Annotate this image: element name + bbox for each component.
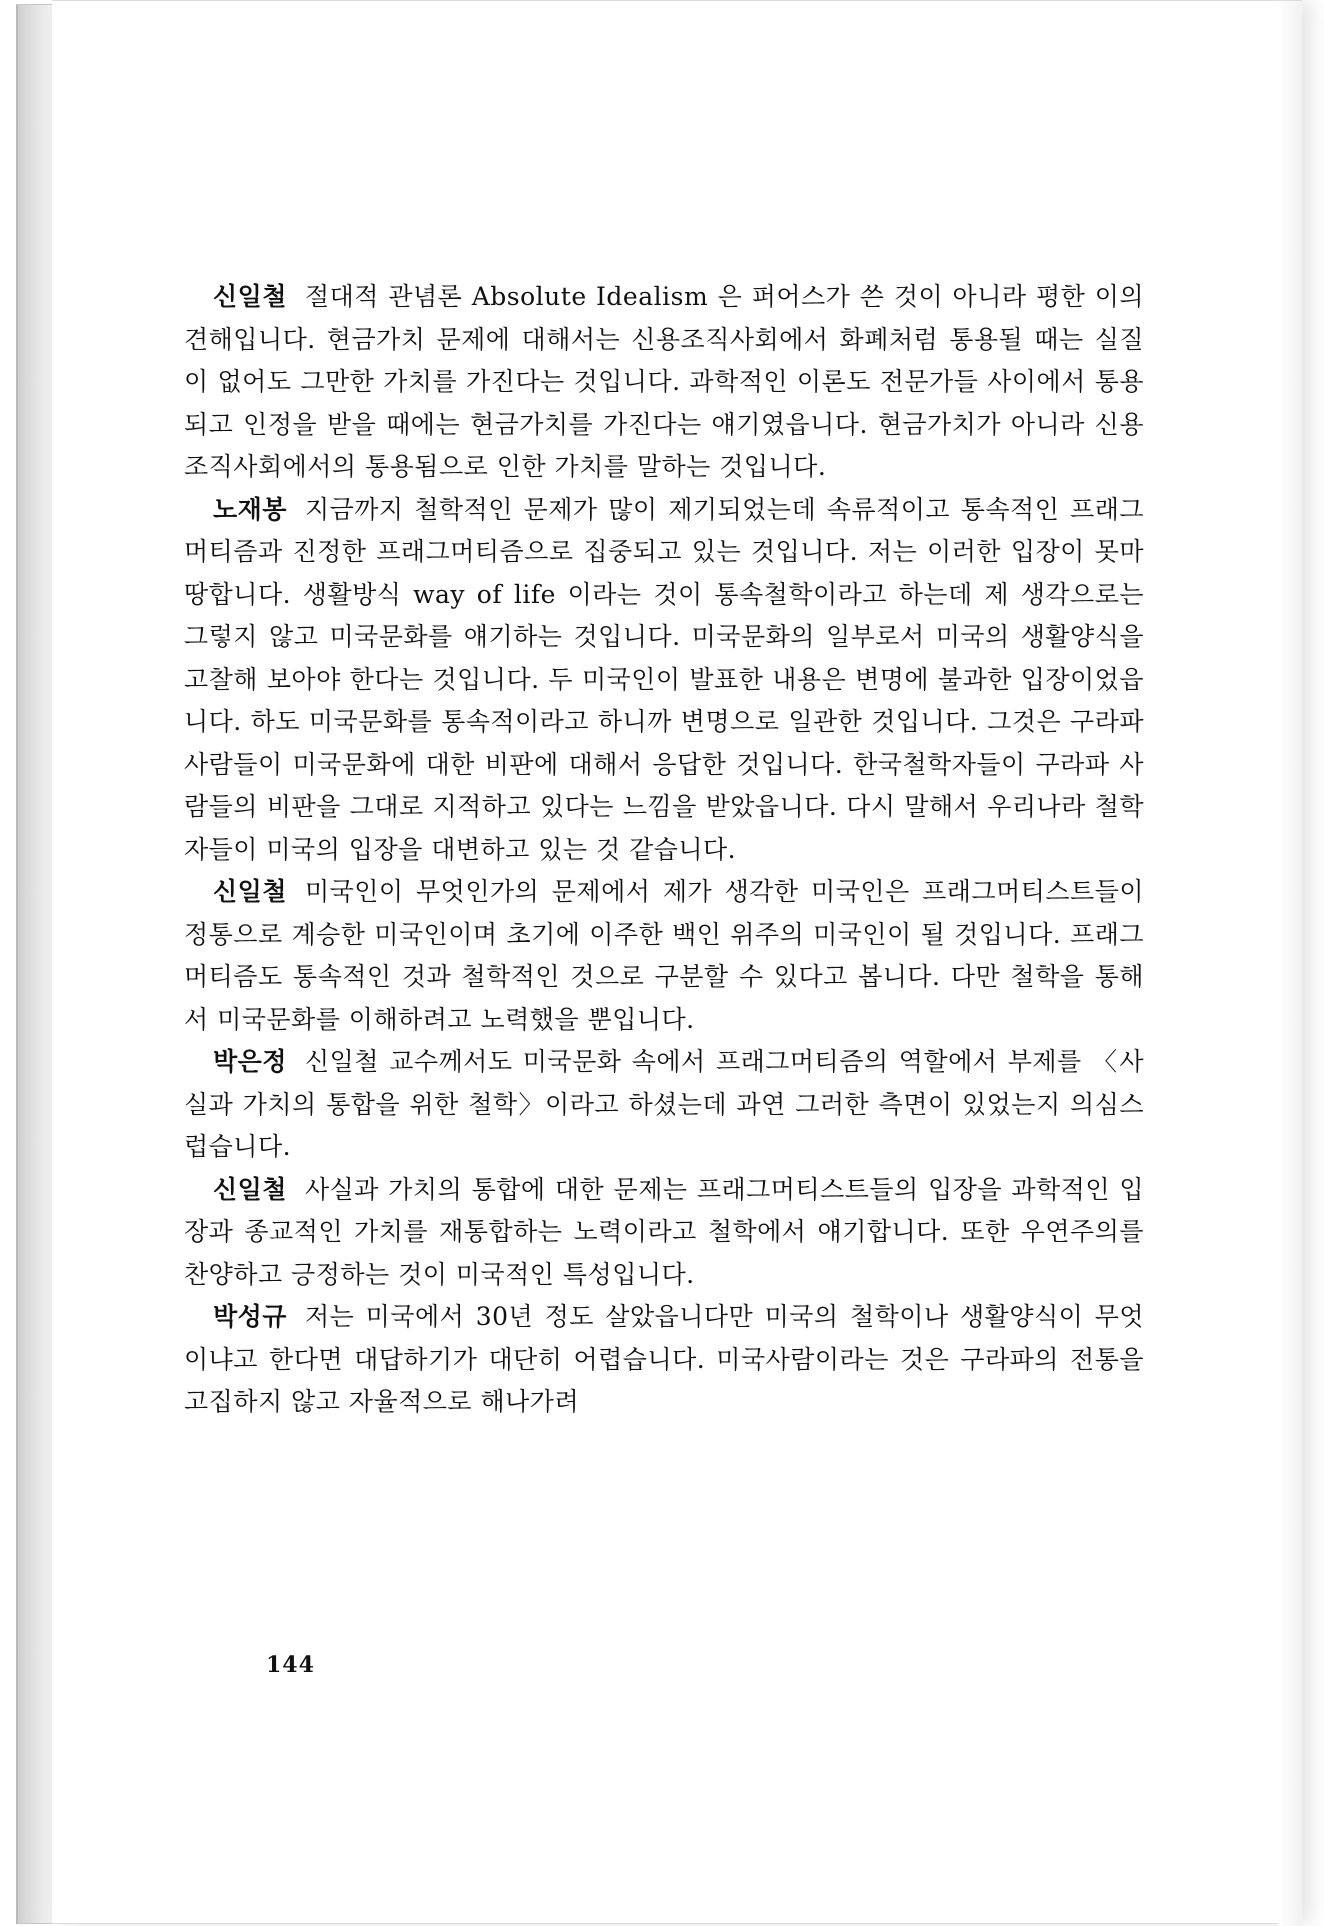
dialogue-paragraph — [184, 1296, 1144, 1424]
page-text — [184, 276, 1144, 1424]
dialogue-paragraph — [184, 489, 1144, 872]
paragraph-text: 미국인이 무엇인가의 문제에서 제가 생각한 미국인은 프래그머티스트들이 정통으로 계승한 미국인이며 초기에 이주한 백인 위주의 미국인이 될 것입니다. 프래그머티즘도 통속적인 것과 철학적인 것으로 구분할 수 있다고 봅니다. 다만 철학을 통해서 미국문화를 이해하려고 노력했을 뿐입니다. — [184, 877, 1144, 1034]
paragraph-text: 신일철 교수께서도 미국문화 속에서 프래그머티즘의 역할에서 부제를 〈사실과 가치의 통합을 위한 철학〉이라고 하셨는데 과연 그러한 측면이 있었는지 의심스럽습니다. — [184, 1047, 1144, 1161]
dialogue-paragraph — [184, 1169, 1144, 1297]
paragraph-text: 사실과 가치의 통합에 대한 문제는 프래그머티스트들의 입장을 과학적인 입장과 종교적인 가치를 재통합하는 노력이라고 철학에서 얘기합니다. 또한 우연주의를 찬양하고 긍정하는 것이 미국적인 특성입니다. — [184, 1174, 1144, 1289]
speaker-name: 신일철 — [213, 282, 287, 311]
book-spine — [16, 4, 56, 1924]
speaker-name: 노재봉 — [213, 494, 287, 524]
speaker-name: 박은정 — [213, 1047, 287, 1076]
speaker-name: 신일철 — [213, 877, 287, 906]
speaker-name: 박성규 — [213, 1302, 287, 1331]
paragraph-text: 절대적 관념론 Absolute Idealism 은 퍼어스가 쓴 것이 아니라 평한 이의 견해입니다. 현금가치 문제에 대해서는 신용조직사회에서 화폐처럼 통용될 때는 실질이 없어도 그만한 가치를 가진다는 것입니다. 과학적인 이론도 전문가들 사이에서 통용되고 인정을 받을 때에는 현금가치를 가진다는 얘기였읍니다. 현금가치가 아니라 신용조직사회에서의 통용됨으로 인한 가치를 말하는 것입니다. — [184, 282, 1144, 481]
dialogue-paragraph — [184, 1041, 1144, 1169]
paragraph-text: 저는 미국에서 30년 정도 살았읍니다만 미국의 철학이나 생활양식이 무엇이냐고 한다면 대답하기가 대단히 어렵습니다. 미국사람이라는 것은 구라파의 전통을 고집하지 않고 자율적으로 해나가려 — [184, 1302, 1144, 1416]
dialogue-paragraph — [184, 871, 1144, 1041]
paragraph-text: 지금까지 철학적인 문제가 많이 제기되었는데 속류적이고 통속적인 프래그머티즘과 진정한 프래그머티즘으로 집중되고 있는 것입니다. 저는 이러한 입장이 못마땅합니다. 생활방식 way of life 이라는 것이 통속철학이라고 하는데 제 생각으로는 그렇지 않고 미국문화를 얘기하는 것입니다. 미국문화의 일부로서 미국의 생활양식을 고찰해 보아야 한다는 것입니다. 두 미국인이 발표한 내용은 변명에 불과한 입장이었읍니다. 하도 미국문화를 통속적이라고 하니까 변명으로 일관한 것입니다. 그것은 구라파 사람들이 미국문화에 대한 비판에 대해서 응답한 것입니다. 한국철학자들이 구라파 사람들의 비판을 그대로 지적하고 있다는 느낌을 받았읍니다. 다시 말해서 우리나라 철학자들이 미국의 입장을 대변하고 있는 것 같습니다. — [184, 494, 1144, 864]
page-edge-shadow — [1278, 1, 1302, 1926]
speaker-name: 신일철 — [213, 1174, 287, 1204]
page-number: 144 — [266, 1652, 315, 1678]
dialogue-paragraph — [184, 276, 1144, 489]
